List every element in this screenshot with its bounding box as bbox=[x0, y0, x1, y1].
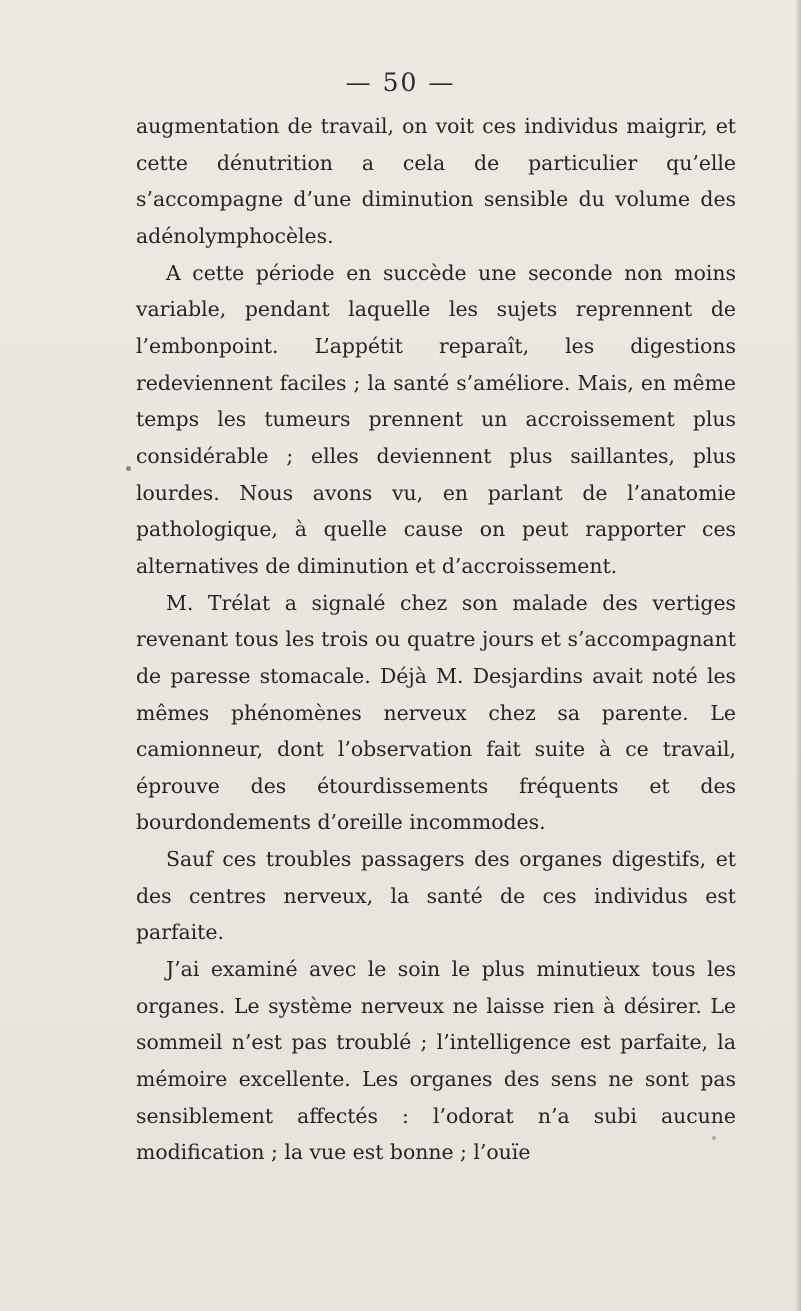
page-edge-shadow bbox=[795, 0, 801, 1311]
ink-speck bbox=[126, 466, 131, 471]
paragraph-3: M. Trélat a signalé chez son malade des vertiges revenant tous les trois ou quatre jours et s’accompagnant de paresse stomacale. Déjà M. Desjardins avait noté les mêmes phénomènes nerveux chez sa parente. Le camionneur, dont l’observation fait suite à ce travail, éprouve des étourdissements fréquents et des bourdondements d’oreille incommodes. bbox=[136, 590, 736, 835]
paragraph-2: A cette période en succède une seconde non moins variable, pendant laquelle les sujets reprennent de l’embonpoint. L’appétit reparaît, les digestions redeviennent faciles ; la santé s’améliore. Mais, en même temps les tumeurs prennent un accroissement plus considérable ; elles deviennent plus saillantes, plus lourdes. Nous avons vu, en parlant de l’anatomie pathologique, à quelle cause on peut rapporter ces alternatives de diminution et d’accroissement. bbox=[136, 260, 736, 578]
ink-speck bbox=[712, 1136, 716, 1140]
page-number: — 50 — bbox=[345, 68, 456, 97]
paragraph-1: augmentation de travail, on voit ces individus maigrir, et cette dénutrition a cela de particulier qu’elle s’accompagne d’une diminution sensible du volume des adénolymphocèles. bbox=[136, 114, 736, 248]
body-text bbox=[136, 108, 736, 1171]
paragraph-4: Sauf ces troubles passagers des organes digestifs, et des centres nerveux, la santé de ces individus est parfaite. bbox=[136, 847, 736, 945]
paragraph-5: J’ai examiné avec le soin le plus minutieux tous les organes. Le système nerveux ne laisse rien à désirer. Le sommeil n’est pas troublé ; l’intelligence est parfaite, la mémoire excellente. Les organes des sens ne sont pas sensiblement affectés : l’odorat n’a subi aucune modification ; la vue est bonne ; l’ouïe bbox=[136, 957, 736, 1165]
